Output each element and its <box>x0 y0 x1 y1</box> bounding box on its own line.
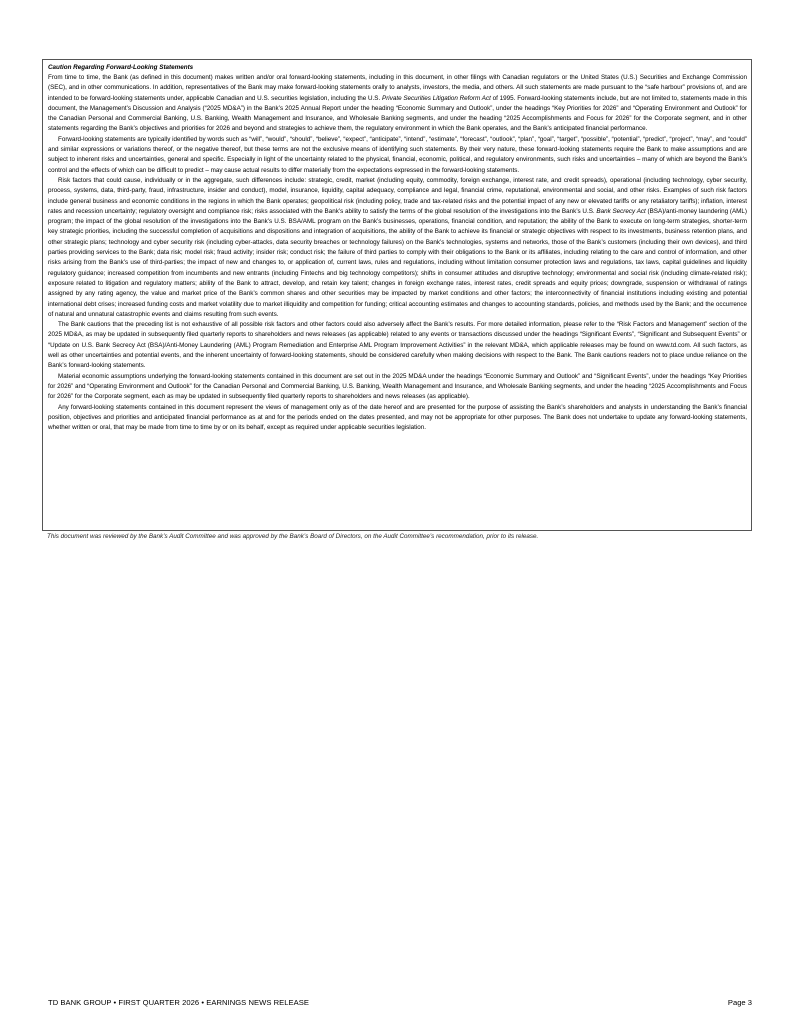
paragraph-text: Any forward-looking statements contained in this document represent the views of management only as of the date hereof and are presented for the purpose of assisting the Bank’s shareholders and analysts in understanding the Bank’s financial position, objectives and priorities and anticipated financial performance as at and for the periods ended on the dates presented, and may not be appropriate for other purposes. The Bank does not undertake to update any forward-looking statements, whether written or oral, that may be made from time to time by or on its behalf, except as required under applicable securities legislation. <box>48 403 747 432</box>
italic-citation: Bank Secrecy Act <box>596 207 646 215</box>
footer-document-label: TD BANK GROUP • FIRST QUARTER 2026 • EARNINGS NEWS RELEASE <box>48 998 309 1007</box>
paragraph-text: Forward-looking statements are typically identified by words such as “will”, “would”, “should”, “believe”, “expect”, “anticipate”, “intend”, “estimate”, “forecast”, “outlook”, “plan”, “goal”, “target”, “possible”, “potential”, “predict”, “project”, “may”, and “could” and similar expressions or variations thereof, or the negative thereof, but these terms are not the exclusive means of identifying such statements. By their very nature, these forward-looking statements require the Bank to make assumptions and are subject to inherent risks and uncertainties, general and specific. Especially in light of the uncertainty related to the physical, financial, economic, political, and regulatory environments, such risks and uncertainties – many of which are beyond the Bank’s control and the effects of which can be difficult to predict – may cause actual results to differ materially from the expectations expressed in the forward-looking statements. <box>48 135 747 174</box>
paragraph-text: From time to time, the Bank (as defined in this document) makes written and/or oral forward-looking statements, including in this document, in other filings with Canadian regulators or the United States (U.S.) Securities and Exchange Commission (SEC), and in other communications. In addition, representatives of the Bank may make forward-looking statements orally to analysts, investors, the media, and others. All such statements are made pursuant to the “safe harbour” provisions of, and are intended to be forward-looking statements under, applicable Canadian and U.S. securities legislation, including the U.S. <box>48 74 747 102</box>
body-paragraph <box>48 176 747 320</box>
forward-looking-statements-box <box>42 59 752 531</box>
section-body <box>48 73 747 433</box>
body-paragraph <box>48 135 747 176</box>
paragraph-text: of 1995. Forward-looking statements include, but are not limited to, statements made in this document, the Management’s Discussion and Analysis (“2025 MD&A”) in the Bank’s 2025 Annual Report under the heading “Economic Summary and Outlook”, under the headings “Key Priorities for 2026” and “Operating Environment and Outlook” for the Canadian Personal and Commercial Banking, U.S. Banking, Wealth Management and Insurance, and Wholesale Banking segments, and under the heading “2025 Accomplishments and Focus for 2026” for the Corporate segment, and in other statements regarding the Bank’s objectives and priorities for 2026 and beyond and strategies to achieve them, the regulatory environment in which the Bank operates, and the Bank’s anticipated financial performance. <box>48 94 748 133</box>
paragraph-text: Risk factors that could cause, individually or in the aggregate, such differences include: strategic, credit, market (including equity, commodity, foreign exchange, interest rate, and credit spreads), operational (including technology, cyber security, process, systems, data, third-party, fraud, infrastructure, insider and conduct), model, insurance, liquidity, capital adequacy, compliance and legal, financial crime, reputational, environmental and social, and other risks. Examples of such risk factors include general business and economic conditions in the regions in which the Bank operates; geopolitical risk (including policy, trade and tax-related risks and the potential impact of any new or elevated tariffs or any retaliatory tariffs); inflation, interest rates and recession uncertainty; regulatory oversight and compliance risk; risks associated with the Bank’s ability to satisfy the terms of the global resolution of the investigations into the Bank’s U.S. <box>48 176 747 215</box>
body-paragraph <box>48 320 747 371</box>
audit-review-note: This document was reviewed by the Bank’s Audit Committee and was approved by the Bank’s Board of Directors, on the Audit Committee’s recommendation, prior to its release. <box>47 533 539 540</box>
section-title: Caution Regarding Forward-Looking Statements <box>48 64 194 71</box>
paragraph-text: (BSA)/anti-money laundering (AML) program; the impact of the global resolution of the investigations into the Bank’s U.S. BSA/AML program on the Bank’s businesses, operations, financial condition, and reputation; the ability of the Bank to execute on long-term strategies, shorter-term key strategic priorities, including the successful completion of acquisitions and dispositions and integration of acquisitions, the ability of the Bank to achieve its financial or strategic objectives with respect to its investments, business retention plans, and other strategic plans; technology and cyber security risk (including cyber-attacks, data security breaches or technology failures) on the Bank’s technologies, systems and networks, those of the Bank’s customers (including their own devices), and third parties providing services to the Bank; data risk; model risk; fraud activity; insider risk; conduct risk; the failure of third parties to comply with their obligations to the Bank or its affiliates, including relating to the care and control of information, and other risks arising from the Bank’s use of third-parties; the impact of new and changes to, or application of, current laws, rules and regulations, including without limitation consumer protection laws and regulations, tax laws, capital guidelines and liquidity regulatory guidance; increased competition from incumbents and new entrants (including Fintechs and big technology competitors); shifts in consumer attitudes and disruptive technology; environmental and social risk (including climate-related risk); exposure related to litigation and regulatory matters; ability of the Bank to attract, develop, and retain key talent; changes in foreign exchange rates, interest rates, credit spreads and equity prices; downgrade, suspension or withdrawal of ratings assigned by any rating agency, the value and market price of the Bank’s common shares and other securities may be impacted by market conditions and other factors; the interconnectivity of financial institutions including existing and potential international debt crises; increased funding costs and market volatility due to market illiquidity and competition for funding; critical accounting estimates and changes to accounting standards, policies, and methods used by the Bank; and the occurrence of natural and unnatural catastrophic events and claims resulting from such events. <box>48 207 747 318</box>
body-paragraph <box>48 372 747 403</box>
body-paragraph <box>48 403 747 434</box>
footer-page-number: Page 3 <box>727 998 752 1007</box>
paragraph-text: Material economic assumptions underlying the forward-looking statements contained in this document are set out in the 2025 MD&A under the headings “Economic Summary and Outlook” and “Significant Events”, under the headings “Key Priorities for 2026” and “Operating Environment and Outlook” for the Canadian Personal and Commercial Banking, U.S. Banking, Wealth Management and Insurance, and Wholesale Banking segments, and under the heading “2025 Accomplishments and Focus for 2026” for the Corporate segment, each as may be updated in subsequently filed quarterly reports to shareholders and news releases (as applicable). <box>48 372 747 401</box>
paragraph-text: The Bank cautions that the preceding list is not exhaustive of all possible risk factors and other factors could also adversely affect the Bank’s results. For more detailed information, please refer to the “Risk Factors and Management” section of the 2025 MD&A, as may be updated in subsequently filed quarterly reports to shareholders and news releases (as applicable) related to any events or transactions discussed under the headings “Significant Events”, “Significant and Subsequent Events” or “Update on U.S. Bank Secrecy Act (BSA)/Anti-Money Laundering (AML) Program Remediation and Enterprise AML Program Improvement Activities” in the relevant MD&A, which applicable releases may be found on www.td.com. All such factors, as well as other uncertainties and potential events, and the inherent uncertainty of forward-looking statements, should be considered carefully when making decisions with respect to the Bank. The Bank cautions readers not to place undue reliance on the Bank’s forward-looking statements. <box>48 321 747 370</box>
body-paragraph <box>48 73 747 135</box>
italic-citation: Private Securities Litigation Reform Act <box>382 94 491 102</box>
